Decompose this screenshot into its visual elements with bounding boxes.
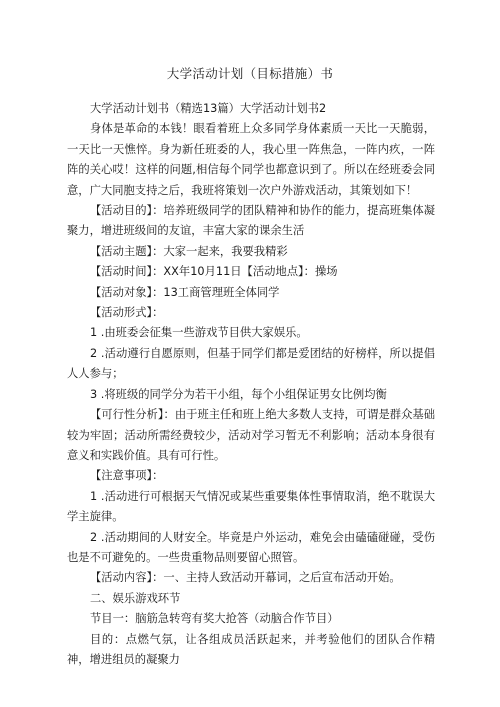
activity-time-place: 【活动时间】：XX年10月11日【活动地点】：操场 [90, 265, 338, 279]
activity-purpose: 【活动目的】：培养班级同学的团队精神和协作的能力，提高班集体凝聚力，增进班级间的友谊，丰富大家的课余生活 [67, 204, 435, 238]
intro-line: 大学活动计划书（精选13篇）大学活动计划书2 [90, 102, 327, 115]
section-entertainment: 二、娱乐游戏环节 [90, 591, 181, 605]
format-item-2: 2 .活动遵行自愿原则，但基于同学们都是爱团结的好榜样，所以提倡人人参与； [67, 346, 435, 381]
feasibility-analysis: 【可行性分析】：由于班主任和班上绝大多数人支持，可谓是群众基础较为牢固；活动所需经费较少，活动对学习暂无不利影响；活动本身很有意义和实践价值。具有可行性。 [67, 408, 435, 462]
activity-audience: 【活动对象】：13工商管理班全体同学 [90, 285, 280, 299]
notes-item-1: 1 .活动进行可根据天气情况或某些重要集体性事情取消，绝不耽误大学主旋律。 [67, 489, 435, 524]
notes-heading: 【注意事项】： [90, 469, 164, 483]
activity-theme: 【活动主题】：大家一起来，我要我精彩 [90, 244, 288, 258]
format-item-1: 1 .由班委会征集一些游戏节目供大家娱乐。 [90, 326, 308, 340]
program-one: 节目一：脑筋急转弯有奖大抢答（动脑合作节目） [90, 612, 339, 626]
activity-format-heading: 【活动形式】： [90, 306, 164, 320]
document-title: 大学活动计划（目标措施）书 [166, 66, 334, 81]
notes-item-2: 2 .活动期间的人财安全。毕竟是户外运动，难免会由磕磕碰碰，受伤也是不可避免的。一些贵重物品则要留心照管。 [67, 530, 435, 564]
preface-paragraph: 身体是革命的本钱！眼看着班上众多同学身体素质一天比一天脆弱，一天比一天憔悴。身为新任班委的人，我心里一阵焦急，一阵内疚，一阵阵的关心哎！这样的问题,相信每个同学也都意识到了。所以在经班委会同意，广大同胞支持之后，我班将策划一次户外游戏活动，其策划如下！ [67, 122, 435, 197]
activity-content: 【活动内容】：一、主持人致活动开幕词，之后宣布活动开始。 [90, 571, 401, 585]
program-one-purpose: 目的：点燃气氛，让各组成员活跃起来，并考验他们的团队合作精神，增进组员的凝聚力 [67, 632, 435, 666]
document-body [67, 99, 435, 670]
format-item-3: 3 .将班级的同学分为若干小组，每个小组保证男女比例均衡 [90, 387, 387, 401]
